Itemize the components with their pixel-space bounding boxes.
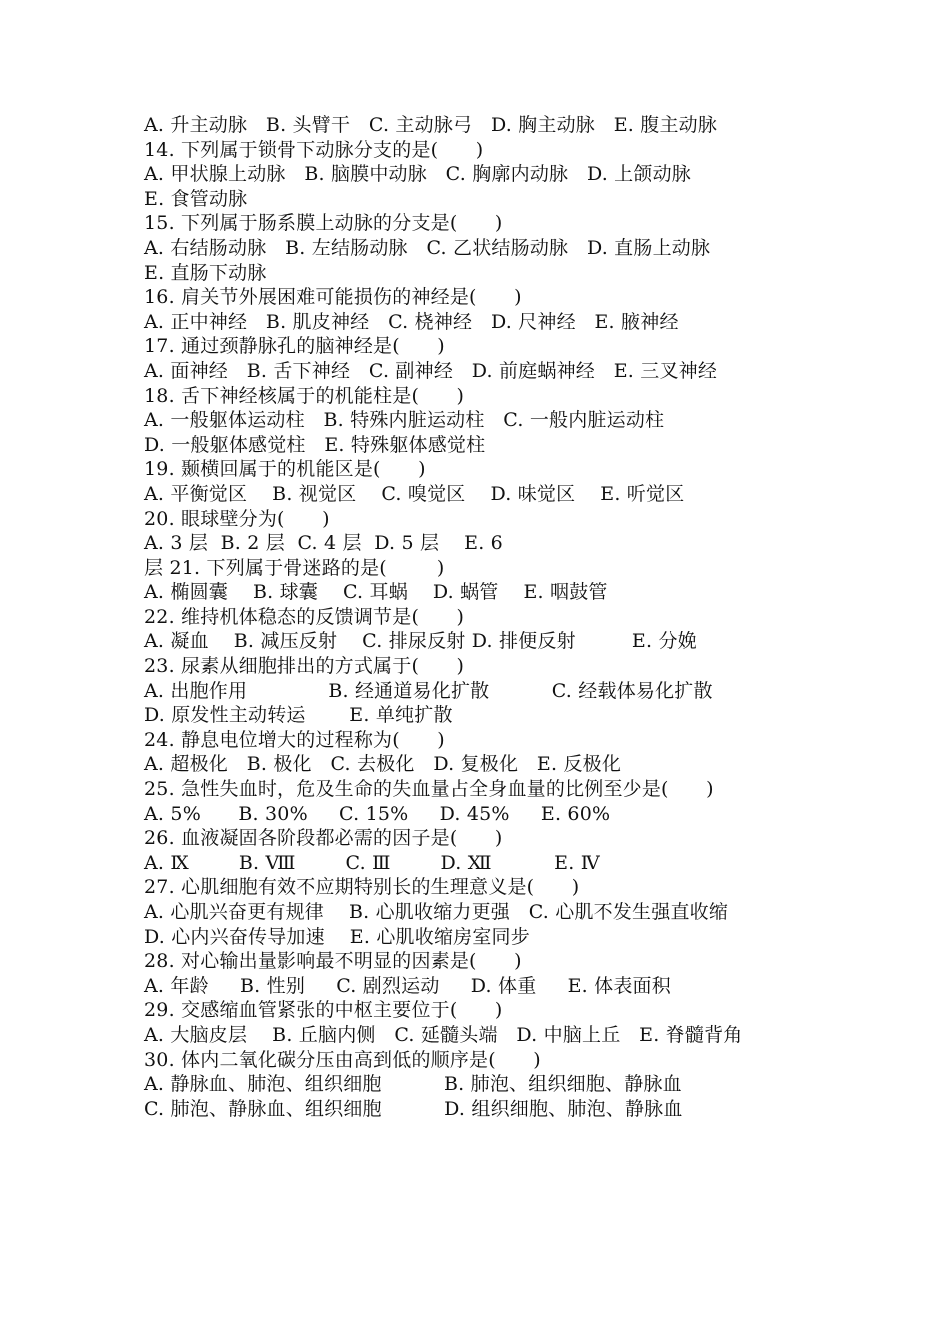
question-19: 19. 颞横回属于的机能区是( ) (144, 458, 426, 481)
question-27: 27. 心肌细胞有效不应期特别长的生理意义是( ) (144, 876, 580, 899)
answer-options-28: A. 年龄 B. 性别 C. 剧烈运动 D. 体重 E. 体表面积 (144, 974, 671, 997)
answer-options-15-b: E. 直肠下动脉 (144, 261, 267, 284)
answer-options-14-a: A. 甲状腺上动脉 B. 脑膜中动脉 C. 胸廓内动脉 D. 上颌动脉 (144, 163, 691, 186)
question-17: 17. 通过颈静脉孔的脑神经是( ) (144, 335, 445, 358)
question-23: 23. 尿素从细胞排出的方式属于( ) (144, 655, 465, 678)
question-14: 14. 下列属于锁骨下动脉分支的是( ) (144, 138, 484, 161)
answer-options-13: A. 升主动脉 B. 头臂干 C. 主动脉弓 D. 胸主动脉 E. 腹主动脉 (144, 114, 718, 136)
document-body (144, 113, 824, 1121)
question-22: 22. 维持机体稳态的反馈调节是( ) (144, 605, 465, 628)
answer-options-14-b: E. 食管动脉 (144, 187, 248, 210)
answer-options-23-a: A. 出胞作用 B. 经通道易化扩散 C. 经载体易化扩散 (144, 679, 713, 702)
answer-options-23-b: D. 原发性主动转运 E. 单纯扩散 (144, 704, 453, 727)
answer-options-25: A. 5% B. 30% C. 15% D. 45% E. 60% (144, 802, 611, 825)
answer-options-29: A. 大脑皮层 B. 丘脑内侧 C. 延髓头端 D. 中脑上丘 E. 脊髓背角 (144, 1023, 743, 1046)
answer-options-18-a: A. 一般躯体运动柱 B. 特殊内脏运动柱 C. 一般内脏运动柱 (144, 409, 665, 432)
question-29: 29. 交感缩血管紧张的中枢主要位于( ) (144, 999, 503, 1022)
answer-options-30-a: A. 静脉血、肺泡、组织细胞 B. 肺泡、组织细胞、静脉血 (144, 1073, 682, 1096)
answer-options-27-a: A. 心肌兴奋更有规律 B. 心肌收缩力更强 C. 心肌不发生强直收缩 (144, 901, 729, 923)
question-28: 28. 对心输出量影响最不明显的因素是( ) (144, 950, 522, 973)
question-24: 24. 静息电位增大的过程称为( ) (144, 728, 445, 751)
question-18: 18. 舌下神经核属于的机能柱是( ) (144, 384, 465, 407)
question-15: 15. 下列属于肠系膜上动脉的分支是( ) (144, 212, 503, 235)
answer-options-18-b: D. 一般躯体感觉柱 E. 特殊躯体感觉柱 (144, 433, 486, 456)
question-30: 30. 体内二氧化碳分压由高到低的顺序是( ) (144, 1048, 541, 1071)
answer-options-30-b: C. 肺泡、静脉血、组织细胞 D. 组织细胞、肺泡、静脉血 (144, 1097, 683, 1120)
answer-options-24: A. 超极化 B. 极化 C. 去极化 D. 复极化 E. 反极化 (144, 753, 622, 776)
question-25: 25. 急性失血时，危及生命的失血量占全身血量的比例至少是( ) (144, 778, 714, 801)
question-26: 26. 血液凝固各阶段都必需的因子是( ) (144, 827, 503, 850)
answer-options-27-b: D. 心内兴奋传导加速 E. 心肌收缩房室同步 (144, 925, 530, 948)
answer-options-17: A. 面神经 B. 舌下神经 C. 副神经 D. 前庭蜗神经 E. 三叉神经 (144, 359, 718, 382)
answer-options-16: A. 正中神经 B. 肌皮神经 C. 桡神经 D. 尺神经 E. 腋神经 (144, 310, 679, 333)
question-21: 层 21. 下列属于骨迷路的是( ) (144, 556, 445, 579)
question-20: 20. 眼球壁分为( ) (144, 507, 330, 530)
answer-options-19: A. 平衡觉区 B. 视觉区 C. 嗅觉区 D. 味觉区 E. 听觉区 (144, 482, 685, 505)
answer-options-15-a: A. 右结肠动脉 B. 左结肠动脉 C. 乙状结肠动脉 D. 直肠上动脉 (144, 236, 711, 259)
answer-options-26: A. Ⅸ B. Ⅷ C. Ⅲ D. Ⅻ E. Ⅳ (144, 851, 600, 874)
question-16: 16. 肩关节外展困难可能损伤的神经是( ) (144, 286, 522, 309)
answer-options-21: A. 椭圆囊 B. 球囊 C. 耳蜗 D. 蜗管 E. 咽鼓管 (144, 581, 608, 604)
answer-options-22: A. 凝血 B. 减压反射 C. 排尿反射 D. 排便反射 E. 分娩 (144, 630, 697, 653)
answer-options-20: A. 3 层 B. 2 层 C. 4 层 D. 5 层 E. 6 (144, 532, 503, 555)
